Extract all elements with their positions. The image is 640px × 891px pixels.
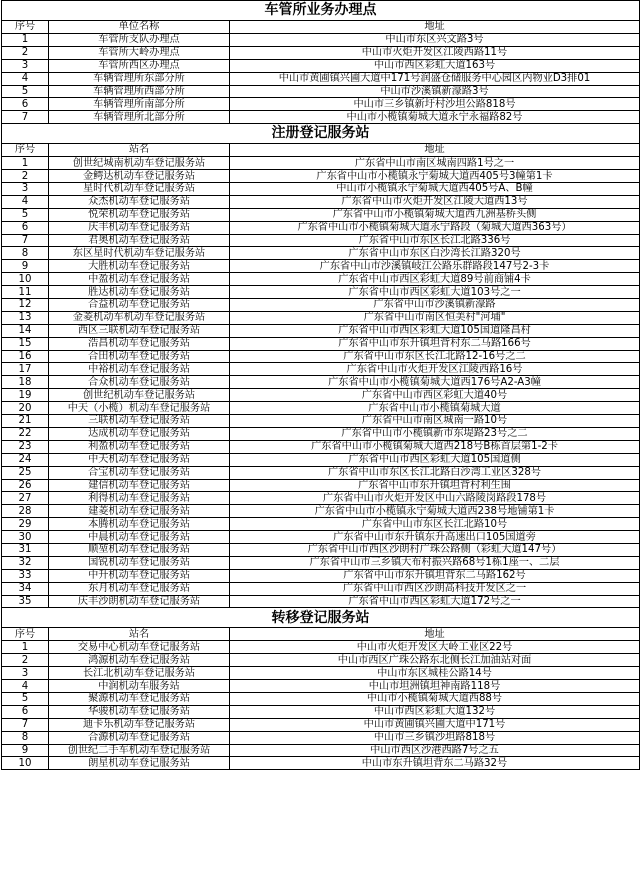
col-header-number: 序号 (2, 627, 49, 641)
table-row (2, 466, 640, 479)
station-name: 创世纪城南机动车登记服务站 (49, 157, 230, 170)
station-name: 合益机动车登记服务站 (49, 299, 230, 312)
table-row (2, 72, 640, 85)
row-number: 33 (2, 569, 49, 582)
station-name: 建菱机动车登记服务站 (49, 505, 230, 518)
row-number: 13 (2, 311, 49, 324)
row-number: 2 (2, 46, 49, 59)
station-name: 创世纪二手车机动车登记服务站 (49, 744, 230, 757)
station-name: 合宝机动车登记服务站 (49, 466, 230, 479)
station-address: 广东省中山市小榄镇菊城大道永宁路段（菊城大道西363号） (230, 221, 640, 234)
station-address: 中山市火炬开发区大岭工业区22号 (230, 641, 640, 654)
table-row (2, 654, 640, 667)
station-name: 利盈机动车登记服务站 (49, 440, 230, 453)
station-address: 中山市黄圃镇兴圃大道中171号润盛仓储服务中心园区内物业D3排01 (230, 72, 640, 85)
table-row (2, 286, 640, 299)
station-name: 东区星时代机动车登记服务站 (49, 247, 230, 260)
row-number: 15 (2, 337, 49, 350)
row-number: 26 (2, 479, 49, 492)
station-address: 广东省中山市西区沙朗高科技开发区之一 (230, 582, 640, 595)
table-row (2, 260, 640, 273)
table-row (2, 389, 640, 402)
station-name: 大胜机动车登记服务站 (49, 260, 230, 273)
station-address: 广东省中山市南区城南四路1号之一 (230, 157, 640, 170)
table-row (2, 427, 640, 440)
station-address: 广东省中山市东区长江北路10号 (230, 518, 640, 531)
row-number: 9 (2, 260, 49, 273)
table-row (2, 157, 640, 170)
station-name: 交易中心机动车登记服务站 (49, 641, 230, 654)
station-address: 广东省中山市小榄镇菊城大道 (230, 402, 640, 415)
station-address: 广东省中山市沙溪镇新濠路 (230, 299, 640, 312)
station-name: 本腾机动车登记服务站 (49, 518, 230, 531)
col-header-number: 序号 (2, 20, 49, 34)
table-row (2, 705, 640, 718)
station-address: 广东省中山市东区长江北路336号 (230, 234, 640, 247)
station-name: 众杰机动车登记服务站 (49, 195, 230, 208)
station-address: 广东省中山市西区彩虹大道105国道隆昌村 (230, 324, 640, 337)
station-name: 创世纪机动车登记服务站 (49, 389, 230, 402)
row-number: 9 (2, 744, 49, 757)
section-title-row (2, 124, 640, 144)
col-header-address: 地址 (230, 20, 640, 34)
station-name: 星时代机动车登记服务站 (49, 183, 230, 196)
row-number: 5 (2, 692, 49, 705)
station-address: 广东省中山市火炬开发区江陵大道西13号 (230, 195, 640, 208)
document-page (1, 0, 639, 889)
station-address: 中山市沙溪镇新濠路3号 (230, 85, 640, 98)
col-header-address: 地址 (230, 143, 640, 157)
table-row (2, 111, 640, 124)
table-row (2, 492, 640, 505)
station-address: 广东省中山市东升镇东升高速出口105国道旁 (230, 531, 640, 544)
table-row (2, 183, 640, 196)
station-name: 合源机动车登记服务站 (49, 731, 230, 744)
row-number: 28 (2, 505, 49, 518)
station-address: 中山市东区城桂公路14号 (230, 667, 640, 680)
row-number: 21 (2, 415, 49, 428)
table-row (2, 170, 640, 183)
station-name: 朗星机动车登记服务站 (49, 757, 230, 770)
station-name: 车辆管理所东部分所 (49, 72, 230, 85)
station-address: 广东省中山市东升镇坦背村东二马路166号 (230, 337, 640, 350)
table-row (2, 337, 640, 350)
table-row (2, 667, 640, 680)
station-name: 车辆管理所西部分所 (49, 85, 230, 98)
row-number: 7 (2, 111, 49, 124)
table-row (2, 531, 640, 544)
table-row (2, 402, 640, 415)
row-number: 1 (2, 641, 49, 654)
station-name: 华骏机动车登记服务站 (49, 705, 230, 718)
section-table (1, 607, 640, 770)
station-name: 车管所西区办理点 (49, 59, 230, 72)
table-row (2, 518, 640, 531)
table-row (2, 479, 640, 492)
station-name: 合众机动车登记服务站 (49, 376, 230, 389)
table-row (2, 98, 640, 111)
table-row (2, 757, 640, 770)
section-title: 转移登记服务站 (2, 608, 640, 628)
station-name: 车管所支队办理点 (49, 34, 230, 47)
station-name: 君奥机动车登记服务站 (49, 234, 230, 247)
row-number: 6 (2, 98, 49, 111)
station-name: 中天机动车登记服务站 (49, 453, 230, 466)
station-address: 广东省中山市小榄镇新市东堤路23号之二 (230, 427, 640, 440)
station-address: 广东省中山市东区白沙湾长江路320号 (230, 247, 640, 260)
row-number: 11 (2, 286, 49, 299)
station-address: 中山市火炬开发区江陵西路11号 (230, 46, 640, 59)
row-number: 2 (2, 654, 49, 667)
station-address: 广东省中山市西区沙朗村广珠公路侧（彩虹大道147号） (230, 543, 640, 556)
row-number: 31 (2, 543, 49, 556)
table-row (2, 273, 640, 286)
station-name: 庆丰机动车登记服务站 (49, 221, 230, 234)
row-number: 34 (2, 582, 49, 595)
station-name: 鸿源机动车登记服务站 (49, 654, 230, 667)
row-number: 25 (2, 466, 49, 479)
section-table (1, 123, 640, 608)
table-row (2, 234, 640, 247)
header-row (2, 20, 640, 34)
station-address: 广东省中山市东区长江北路12-16号之二 (230, 350, 640, 363)
row-number: 8 (2, 247, 49, 260)
row-number: 5 (2, 85, 49, 98)
station-name: 中盈机动车登记服务站 (49, 273, 230, 286)
row-number: 17 (2, 363, 49, 376)
table-row (2, 543, 640, 556)
col-header-name: 站名 (49, 143, 230, 157)
station-address: 广东省中山市西区彩虹大道40号 (230, 389, 640, 402)
table-row (2, 208, 640, 221)
station-name: 顺堃机动车登记服务站 (49, 543, 230, 556)
station-address: 中山市东区兴文路3号 (230, 34, 640, 47)
section-title: 车管所业务办理点 (2, 1, 640, 21)
station-name: 中裕机动车登记服务站 (49, 363, 230, 376)
row-number: 3 (2, 183, 49, 196)
table-row (2, 59, 640, 72)
row-number: 8 (2, 731, 49, 744)
table-row (2, 680, 640, 693)
row-number: 6 (2, 221, 49, 234)
station-name: 中润机动车服务站 (49, 680, 230, 693)
row-number: 10 (2, 757, 49, 770)
station-name: 中天（小榄）机动车登记服务站 (49, 402, 230, 415)
row-number: 29 (2, 518, 49, 531)
station-address: 中山市西区广珠公路东北侧长江加油站对面 (230, 654, 640, 667)
row-number: 3 (2, 667, 49, 680)
station-address: 广东省中山市火炬开发区江陵西路16号 (230, 363, 640, 376)
station-address: 中山市黄圃镇兴圃大道中171号 (230, 718, 640, 731)
row-number: 10 (2, 273, 49, 286)
station-address: 广东省中山市小榄镇永宁菊城大道西238号地铺第1卡 (230, 505, 640, 518)
table-row (2, 582, 640, 595)
station-address: 广东省中山市南区恒美村"河埔" (230, 311, 640, 324)
station-address: 中山市西区沙港西路7号之五 (230, 744, 640, 757)
row-number: 23 (2, 440, 49, 453)
station-address: 广东省中山市西区彩虹大道103号之一 (230, 286, 640, 299)
row-number: 22 (2, 427, 49, 440)
table-row (2, 376, 640, 389)
row-number: 5 (2, 208, 49, 221)
station-name: 车辆管理所南部分所 (49, 98, 230, 111)
table-row (2, 569, 640, 582)
station-name: 金鳄达机动车登记服务站 (49, 170, 230, 183)
col-header-name: 站名 (49, 627, 230, 641)
row-number: 24 (2, 453, 49, 466)
row-number: 30 (2, 531, 49, 544)
table-row (2, 718, 640, 731)
row-number: 4 (2, 195, 49, 208)
station-address: 中山市小榄镇菊城大道永宁永福路82号 (230, 111, 640, 124)
station-address: 中山市西区彩虹大道132号 (230, 705, 640, 718)
table-row (2, 311, 640, 324)
row-number: 4 (2, 680, 49, 693)
section-title: 注册登记服务站 (2, 124, 640, 144)
row-number: 4 (2, 72, 49, 85)
table-row (2, 46, 640, 59)
row-number: 20 (2, 402, 49, 415)
station-name: 西区三联机动车登记服务站 (49, 324, 230, 337)
station-name: 浩昌机动车登记服务站 (49, 337, 230, 350)
station-name: 车辆管理所北部分所 (49, 111, 230, 124)
station-address: 广东省中山市沙溪镇岐江公路乐群路段147号2-3卡 (230, 260, 640, 273)
col-header-address: 地址 (230, 627, 640, 641)
station-address: 中山市东升镇坦背东二马路32号 (230, 757, 640, 770)
station-address: 广东省中山市火炬开发区中山六路陵岗路段178号 (230, 492, 640, 505)
station-name: 中晨机动车登记服务站 (49, 531, 230, 544)
station-name: 胜达机动车登记服务站 (49, 286, 230, 299)
station-name: 迪卡乐机动车登记服务站 (49, 718, 230, 731)
table-row (2, 744, 640, 757)
col-header-number: 序号 (2, 143, 49, 157)
row-number: 14 (2, 324, 49, 337)
section-table (1, 0, 640, 124)
row-number: 7 (2, 234, 49, 247)
table-row (2, 731, 640, 744)
station-address: 广东省中山市小榄镇菊城大道西九洲基桥头侧 (230, 208, 640, 221)
station-address: 广东省中山市南区城南一路10号 (230, 415, 640, 428)
station-address: 广东省中山市三乡镇大布村振兴路68号1栋1座一、二层 (230, 556, 640, 569)
station-name: 利得机动车登记服务站 (49, 492, 230, 505)
table-row (2, 350, 640, 363)
table-row (2, 363, 640, 376)
station-address: 广东省中山市西区彩虹大道89号前商铺4卡 (230, 273, 640, 286)
row-number: 18 (2, 376, 49, 389)
table-row (2, 85, 640, 98)
station-name: 庆丰沙朗机动车登记服务站 (49, 595, 230, 608)
station-name: 中升机动车登记服务站 (49, 569, 230, 582)
station-address: 广东省中山市小榄镇永宁菊城大道西405号3幢第1卡 (230, 170, 640, 183)
station-name: 聚源机动车登记服务站 (49, 692, 230, 705)
table-row (2, 595, 640, 608)
row-number: 1 (2, 34, 49, 47)
station-name: 三联机动车登记服务站 (49, 415, 230, 428)
table-row (2, 195, 640, 208)
row-number: 6 (2, 705, 49, 718)
station-name: 金菱机动车机动车登记服务站 (49, 311, 230, 324)
table-row (2, 641, 640, 654)
header-row (2, 143, 640, 157)
station-address: 广东省中山市东升镇坦背村利生围 (230, 479, 640, 492)
header-row (2, 627, 640, 641)
station-address: 中山市小榄镇菊城大道西88号 (230, 692, 640, 705)
table-row (2, 34, 640, 47)
row-number: 12 (2, 299, 49, 312)
station-address: 广东省中山市东升镇坦背东二马路162号 (230, 569, 640, 582)
station-address: 广东省中山市西区彩虹大道105国道侧 (230, 453, 640, 466)
station-name: 建信机动车登记服务站 (49, 479, 230, 492)
section-title-row (2, 1, 640, 21)
station-address: 广东省中山市东区长江北路白沙湾工业区328号 (230, 466, 640, 479)
section-title-row (2, 608, 640, 628)
row-number: 19 (2, 389, 49, 402)
station-address: 中山市三乡镇新圩村沙坦公路818号 (230, 98, 640, 111)
table-row (2, 692, 640, 705)
station-address: 中山市三乡镇沙坦路818号 (230, 731, 640, 744)
row-number: 32 (2, 556, 49, 569)
table-row (2, 505, 640, 518)
station-name: 长江北机动车登记服务站 (49, 667, 230, 680)
station-address: 中山市小榄镇永宁菊城大道西405号A、B幢 (230, 183, 640, 196)
table-row (2, 556, 640, 569)
row-number: 2 (2, 170, 49, 183)
row-number: 7 (2, 718, 49, 731)
station-name: 车管所大岭办理点 (49, 46, 230, 59)
table-row (2, 415, 640, 428)
table-row (2, 221, 640, 234)
row-number: 3 (2, 59, 49, 72)
station-address: 广东省中山市小榄镇菊城大道西176号A2-A3幢 (230, 376, 640, 389)
table-row (2, 440, 640, 453)
station-name: 达成机动车登记服务站 (49, 427, 230, 440)
station-address: 中山市坦洲镇坦神南路118号 (230, 680, 640, 693)
station-address: 中山市西区彩虹大道163号 (230, 59, 640, 72)
station-name: 东月机动车登记服务站 (49, 582, 230, 595)
station-name: 悦荣机动车登记服务站 (49, 208, 230, 221)
table-row (2, 324, 640, 337)
table-row (2, 247, 640, 260)
station-name: 合田机动车登记服务站 (49, 350, 230, 363)
row-number: 1 (2, 157, 49, 170)
station-name: 国锐机动车登记服务站 (49, 556, 230, 569)
station-address: 广东省中山市小榄镇菊城大道西218号B栋首层第1-2卡 (230, 440, 640, 453)
col-header-name: 单位名称 (49, 20, 230, 34)
row-number: 35 (2, 595, 49, 608)
station-address: 广东省中山市西区彩虹大道172号之一 (230, 595, 640, 608)
row-number: 16 (2, 350, 49, 363)
row-number: 27 (2, 492, 49, 505)
table-row (2, 453, 640, 466)
table-row (2, 299, 640, 312)
